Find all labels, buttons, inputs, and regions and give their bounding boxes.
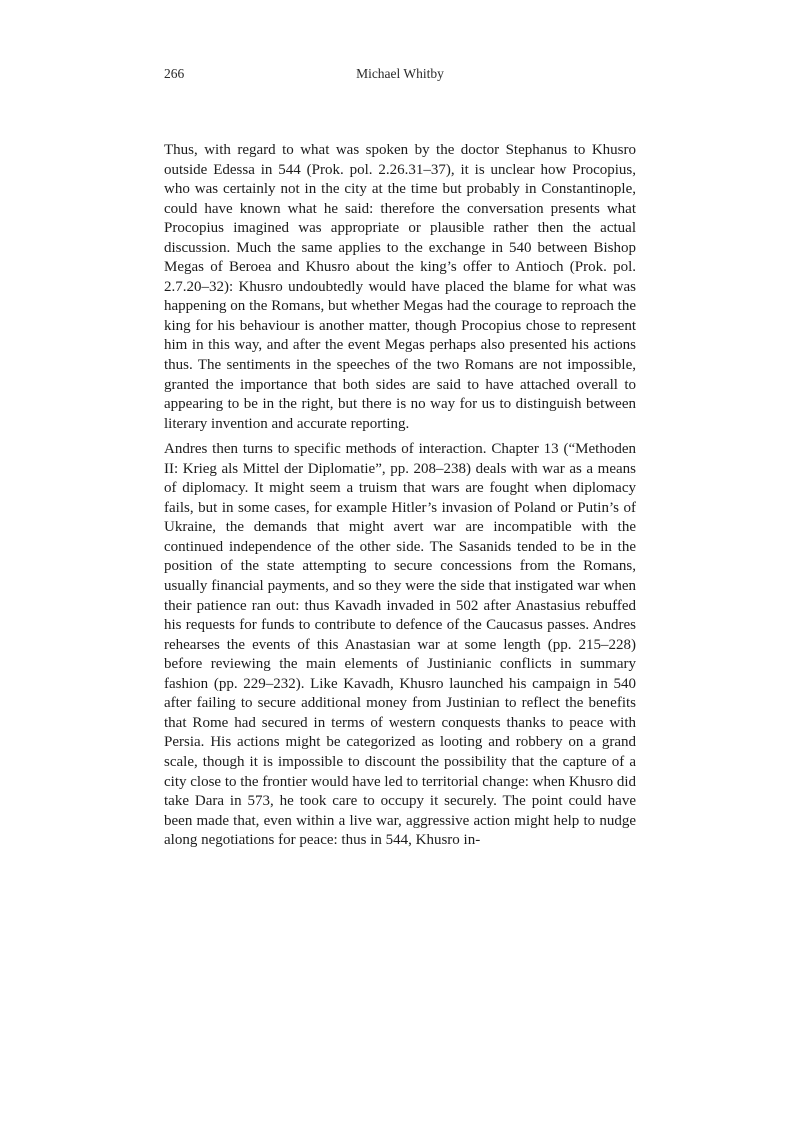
body-text <box>164 141 636 851</box>
page-number: 266 <box>164 66 185 81</box>
paragraph-2: Andres then turns to specific methods of interaction. Chapter 13 (“Methoden II: Krieg als Mittel der Diplomatie”, pp. 208–238) deals with war as a means of diplomacy. It might seem a truism that wars are fought when diplomacy fails, but in some cases, for example Hitler’s invasion of Poland or Putin’s of Ukraine, the demands that might avert war are incompatible with the continued independence of the other side. The Sasanids tended to be in the position of the state attempting to secure concessions from the Romans, usually financial payments, and so they were the side that instigated war when their patience ran out: thus Kavadh invaded in 502 after Anastasius rebuffed his requests for funds to contribute to defence of the Caucasus passes. Andres rehearses the events of this Anastasian war at some length (pp. 215–228) before reviewing the main elements of Justinianic conflicts in summary fashion (pp. 229–232). Like Kavadh, Khusro launched his campaign in 540 after failing to secure additional money from Justinian to reflect the benefits that Rome had secured in terms of western conquests thanks to peace with Persia. His actions might be categorized as looting and robbery on a grand scale, though it is impossible to discount the possibility that the capture of a city close to the frontier would have led to territorial change: when Khusro did take Dara in 573, he took care to occupy it securely. The point could have been made that, even within a live war, aggressive action might help to nudge along negotiations for peace: thus in 544, Khusro in- <box>164 441 636 849</box>
paragraph-1: Thus, with regard to what was spoken by the doctor Stephanus to Khusro outside Edessa in 544 (Prok. pol. 2.26.31–37), it is unclear how Procopius, who was certainly not in the city at the time but probably in Constantinople, could have known what he said: therefore the conversation presents what Procopius imagined was appropriate or plausible rather then the actual discussion. Much the same applies to the exchange in 540 between Bishop Megas of Beroea and Khusro about the king’s offer to Antioch (Prok. pol. 2.7.20–32): Khusro undoubtedly would have placed the blame for what was happening on the Romans, but whether Megas had the courage to reproach the king for his behaviour is another matter, though Procopius chose to represent him in this way, and after the event Megas perhaps also presented his actions thus. The sentiments in the speeches of the two Romans are not impossible, granted the importance that both sides are said to have attached overall to appearing to be in the right, but there is no way for us to distinguish between literary invention and accurate reporting. <box>164 142 636 432</box>
running-header: Michael Whitby <box>356 66 444 81</box>
page-header <box>164 66 636 86</box>
